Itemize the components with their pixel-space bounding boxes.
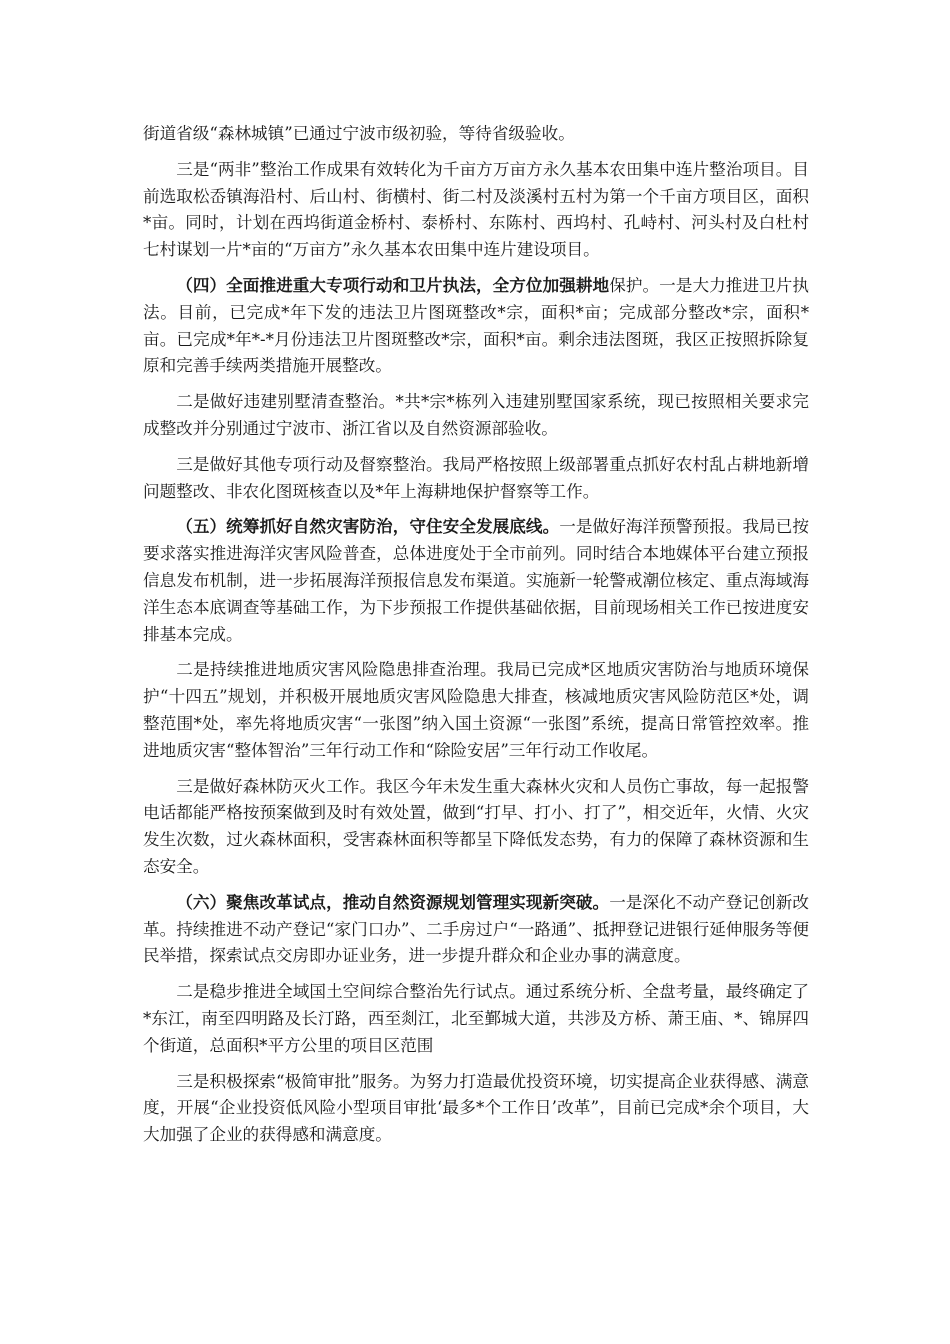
paragraph-5 xyxy=(143,451,809,506)
paragraph-4 xyxy=(143,388,809,443)
paragraph-11 xyxy=(143,1068,809,1149)
section-4-paragraph xyxy=(143,272,809,380)
paragraph-4-text: 二是做好违建别墅清查整治。*共*宗*栋列入违建别墅国家系统，现已按照相关要求完成整改并分别通过宁波市、浙江省以及自然资源部验收。 xyxy=(143,392,809,438)
paragraph-11-text: 三是积极探索“极简审批”服务。为努力打造最优投资环境，切实提高企业获得感、满意度，开展“企业投资低风险小型项目审批‘最多*个工作日’改革”，目前已完成*余个项目，大大加强了企业的获得感和满意度。 xyxy=(143,1071,809,1145)
paragraph-7-text: 二是持续推进地质灾害风险隐患排查治理。我局已完成*区地质灾害防治与地质环境保护“十四五”规划，并积极开展地质灾害风险隐患大排查，核减地质灾害风险防范区*处，调整范围*处，率先将地质灾害“一张图”纳入国土资源“一张图”系统，提高日常管控效率。推进地质灾害“整体智治”三年行动工作和“除险安居”三年行动工作收尾。 xyxy=(143,660,809,760)
paragraph-10-text: 二是稳步推进全域国土空间综合整治先行试点。通过系统分析、全盘考量，最终确定了*东江，南至四明路及长汀路，西至剡江，北至鄞城大道，共涉及方桥、萧王庙、*、锦屏四个街道，总面积*平方公里的项目区范围 xyxy=(143,982,809,1055)
section-5-text: 一是做好海洋预警预报。我局已按要求落实推进海洋灾害风险普查，总体进度处于全市前列。同时结合本地媒体平台建立预报信息发布机制，进一步拓展海洋预报信息发布渠道。实施新一轮警戒潮位核定、重点海域海洋生态本底调查等基础工作，为下步预报工作提供基础依据，目前现场相关工作已按进度安排基本完成。 xyxy=(143,517,810,644)
paragraph-8-text: 三是做好森林防灭火工作。我区今年未发生重大森林火灾和人员伤亡事故，每一起报警电话都能严格按预案做到及时有效处置，做到“打早、打小、打了”，相交近年，火情、火灾发生次数，过火森林面积，受害森林面积等都呈下降低发态势，有力的保障了森林资源和生态安全。 xyxy=(143,776,809,876)
paragraph-1 xyxy=(143,120,809,148)
paragraph-10 xyxy=(143,978,809,1059)
section-6-text: 一是深化不动产登记创新改革。持续推进不动产登记“家门口办”、二手房过户“一路通”、抵押登记进银行延伸服务等便民举措，探索试点交房即办证业务，进一步提升群众和企业办事的满意度。 xyxy=(143,892,810,966)
section-6-paragraph xyxy=(143,889,809,970)
paragraph-2 xyxy=(143,156,809,264)
section-5-heading: （五）统筹抓好自然灾害防治，守住安全发展底线。 xyxy=(176,516,560,537)
paragraph-7 xyxy=(143,656,809,764)
section-5-paragraph xyxy=(143,513,809,648)
paragraph-5-text: 三是做好其他专项行动及督察整治。我局严格按照上级部署重点抓好农村乱占耕地新增问题整改、非农化图斑核查以及*年上海耕地保护督察等工作。 xyxy=(143,454,809,501)
section-4-text: 保护。一是大力推进卫片执法。目前，已完成*年下发的违法卫片图斑整改*宗，面积*亩；完成部分整改*宗，面积*亩。已完成*年*-*月份违法卫片图斑整改*宗，面积*亩。剩余违法图斑，我区正按照拆除复原和完善手续两类措施开展整改。 xyxy=(143,275,810,376)
document-body xyxy=(143,120,809,1157)
section-6-heading: （六）聚焦改革试点，推动自然资源规划管理实现新突破。 xyxy=(176,891,610,912)
paragraph-1-text: 街道省级“森林城镇”已通过宁波市级初验，等待省级验收。 xyxy=(143,124,575,143)
paragraph-2-text: 三是“两非”整治工作成果有效转化为千亩方万亩方永久基本农田集中连片整治项目。目前选取松岙镇海沿村、后山村、街横村、街二村及淡溪村五村为第一个千亩方项目区，面积*亩。同时，计划在西坞街道金桥村、泰桥村、东陈村、西坞村、孔峙村、河头村及白杜村七村谋划一片*亩的“万亩方”永久基本农田集中连片建设项目。 xyxy=(143,159,809,260)
section-4-heading: （四）全面推进重大专项行动和卫片执法，全方位加强耕地 xyxy=(176,274,610,295)
paragraph-8 xyxy=(143,773,809,881)
